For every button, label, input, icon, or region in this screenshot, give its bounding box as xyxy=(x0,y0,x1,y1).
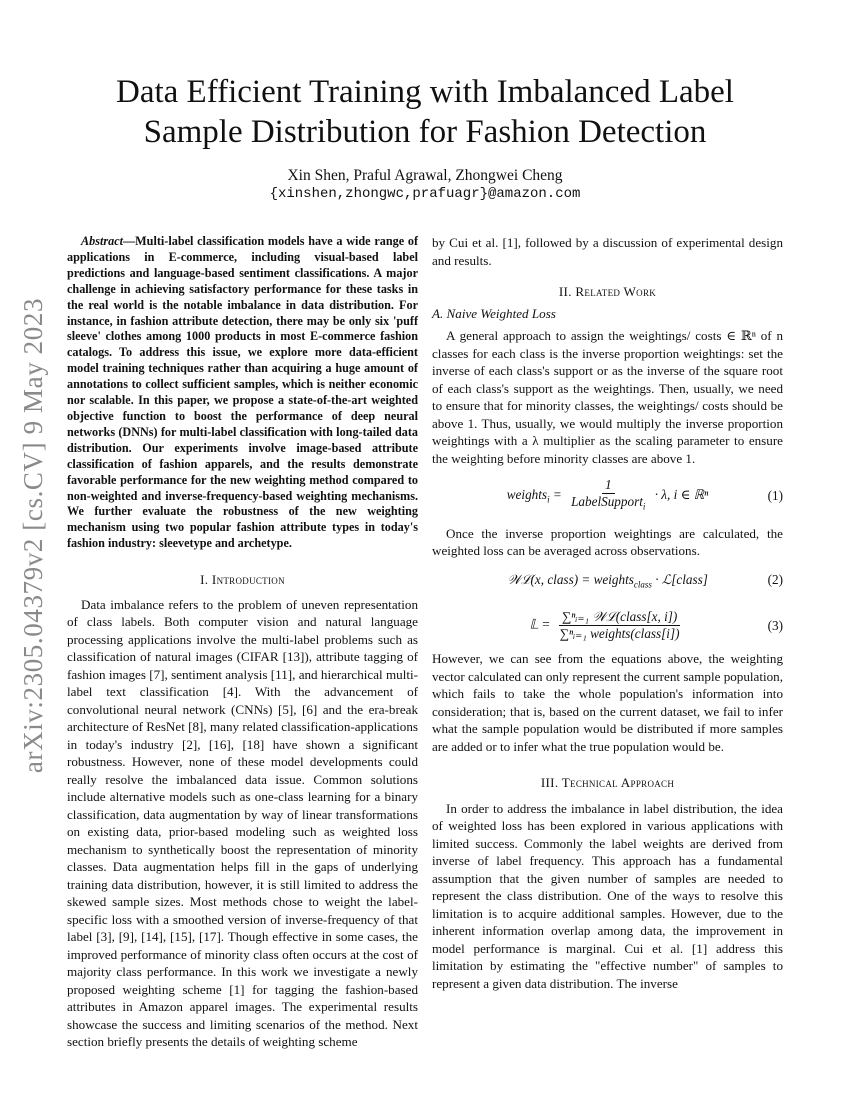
right-column xyxy=(432,234,783,992)
eq3-numerator: ∑ⁿᵢ₌₁ 𝒲ℒ(class[x, i]) xyxy=(559,609,680,626)
title-line-2: Sample Distribution for Fashion Detection xyxy=(143,114,707,150)
author-list: Xin Shen, Praful Agrawal, Zhongwei Cheng xyxy=(287,167,563,184)
eq2-rest: · ℒ[class] xyxy=(651,571,708,587)
related-paragraph-2: Once the inverse proportion weightings are calculated, the weighted loss can be averaged across observations. xyxy=(432,525,783,559)
eq2-number: (2) xyxy=(767,572,783,588)
abstract xyxy=(67,234,418,552)
section-heading-introduction: I. Introduction xyxy=(200,572,285,588)
intro-paragraph: Data imbalance refers to the problem of uneven representation of class labels. Both computer vision and natural language processing applications involve the multi-label problems such as classification of natural images (CIFAR [13]), attribute tagging of fashion images [7], sentiment analysis [11], and hierarchical multi-label text classification [4]. With the advancement of convolutional neural network (CNNs) [5], [6] and the era-break architecture of ResNet [8], many related classification-applications in today's industry [2], [16], [18] have shown a significant robustness. However, none of these model developments could really resolve the imbalanced data issue. Common solutions include alternative models such as one-class learning for a binary classification, data augmentation by way of linear transformations on existing data, prior-based modeling such as weighted loss mechanism to synthetically boost the representation of minority classes. Data augmentation helps fill in the gaps of underlying training data distribution, however, it is still limited to address the skewed sample sizes. Most methods chose to weight the label-specific loss with a smoothed version of inverse-frequency of that label [3], [9], [14], [15], [17]. Though effective in some cases, the improved performance of minority class often occurs at the cost of majority class performance. In this work we investigate a newly proposed weighting scheme [1] for tagging the fashion-based attributes in Amazon apparel images. The experimental results showcase the success and limiting scenarios of the method. Next section briefly presents the details of weighting scheme xyxy=(67,596,418,1050)
eq3-denominator: ∑ⁿᵢ₌₁ weights(class[i]) xyxy=(559,626,680,642)
eq1-denominator: LabelSupport$_i$ xyxy=(571,494,646,512)
author-email: {xinshen,zhongwc,prafuagr}@amazon.com xyxy=(269,186,581,202)
equation-1 xyxy=(432,477,783,515)
eq1-fraction xyxy=(568,477,648,515)
related-paragraph-1: A general approach to assign the weightings/ costs ∈ ℝⁿ of n classes for each class is the inverse proportion weightings: set the inverse of each class's support or as the inverse of the square root of each class's support as the weightings. Then, usually, we need to ensure that for minority classes, the weightings/ costs should be above 1. Thus, usually, we would multiply the inverse proportion weightings with a λ multiplier as the scaling parameter to ensure the weighting before minority classes are above 1. xyxy=(432,328,783,466)
eq1-lhs-sub: i xyxy=(547,494,550,505)
paper-title xyxy=(70,72,780,152)
equation-2 xyxy=(432,572,783,590)
eq1-numerator: 1 xyxy=(602,477,615,494)
section-heading-related-work: II. Related Work xyxy=(558,284,657,299)
eq2-main: 𝒲ℒ(x, class) = weights xyxy=(507,571,634,587)
subsection-naive-weighted-loss: A. Naive Weighted Loss xyxy=(432,305,556,321)
eq3-fraction xyxy=(557,609,683,642)
eq3-lhs: 𝕃 = xyxy=(529,616,554,632)
eq1-rhs: · λ, i ∈ ℝⁿ xyxy=(654,486,709,502)
related-paragraph-3: However, we can see from the equations above, the weighting vector calculated can only represent the current sample population, which fails to take the whole population's information into consideration; that is, based on the current dataset, we fail to infer what the sample population would be distributed if more samples are added or to infer what the true population would be. xyxy=(432,651,783,754)
eq1-lhs: weights xyxy=(506,486,548,502)
technical-paragraph: In order to address the imbalance in label distribution, the idea of weighted loss has been explored in various applications with limited success. Commonly the label weights are derived from inverse of label frequency. This approach has a fundamental assumption that the given number of samples are needed to represent the class distribution. One of the ways to resolve this limitation is to acquire additional samples. However, due to the inherent information overlap among data, the improvement in model performance is marginal. Cui et al. [1] address this limitation by estimating the "effective number" of samples to represent a given data distribution. The inverse xyxy=(432,800,783,991)
arxiv-identifier xyxy=(14,290,54,780)
title-line-1: Data Efficient Training with Imbalanced Label xyxy=(116,74,734,110)
continuation-paragraph: by Cui et al. [1], followed by a discussion of experimental design and results. xyxy=(432,235,783,268)
left-column xyxy=(67,234,418,1051)
arxiv-id-text: arXiv:2305.04379v2 [cs.CV] 9 May 2023 xyxy=(18,297,49,773)
eq2-sub: class xyxy=(633,579,652,590)
eq1-equals: = xyxy=(549,486,566,502)
abstract-label: Abstract xyxy=(81,234,123,248)
equation-3 xyxy=(432,609,783,642)
section-heading-technical-approach: III. Technical Approach xyxy=(540,775,675,791)
eq3-number: (3) xyxy=(767,617,783,633)
abstract-text: —Multi-label classification models have a wide range of applications in E-commerce, including visual-based label predictions and language-based sentiment classifications. A major challenge in achieving satisfactory performance for these tasks in the real world is the notable imbalance in data distribution. For instance, in fashion attribute detection, there may be only six 'puff sleeve' clothes among 1000 products in most E-commerce fashion catalogs. To address this issue, we explore more data-efficient model training techniques rather than acquiring a huge amount of annotations to collect sufficient samples, which is neither economic nor scalable. In this paper, we propose a state-of-the-art weighted objective function to boost the performance of deep neural networks (DNNs) for multi-label classification with long-tailed data distribution. Our experiments involve image-based attribute classification of fashion apparels, and the results demonstrate favorable performance for the new weighting method compared to non-weighted and inverse-frequency-based weighting mechanisms. We further evaluate the robustness of the new weighting mechanism using two popular fashion attribute types in today's fashion industry: sleevetype and archetype. xyxy=(67,234,418,551)
eq1-number: (1) xyxy=(767,487,783,503)
